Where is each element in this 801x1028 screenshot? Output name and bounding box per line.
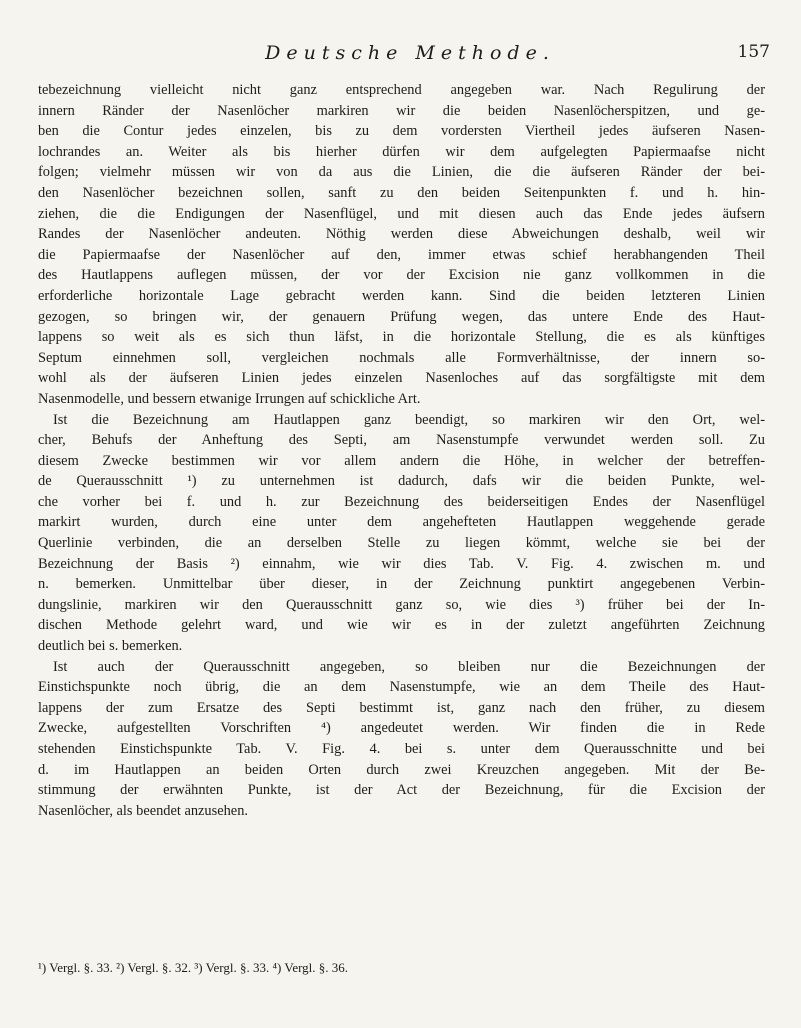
text-line: Nasenmodelle, und bessern etwanige Irrungen auf schickliche Art. xyxy=(38,390,421,407)
text-line: Bezeichnung der Basis ²) einnahm, wie wir dies Tab. V. Fig. 4. zwischen m. und xyxy=(38,555,765,572)
text-line: erforderliche horizontale Lage gebracht werden kann. Sind die beiden letzteren Linien xyxy=(38,287,765,304)
text-line: d. im Hautlappen an beiden Orten durch zwei Kreuzchen angegeben. Mit der Be- xyxy=(38,761,765,778)
text-line: ben die Contur jedes einzelen, bis zu dem vordersten Viertheil jedes äufseren Nasen- xyxy=(38,123,765,140)
text-line: Querlinie verbinden, die an derselben Stelle zu liegen kömmt, welche sie bei der xyxy=(38,535,765,552)
text-line: markirt wurden, durch eine unter dem angehefteten Hautlappen weggehende gerade xyxy=(38,514,765,531)
text-line: Septum einnehmen soll, vergleichen nochmals alle Formverhältnisse, der innern so- xyxy=(38,349,765,366)
text-line: lochrandes an. Weiter als bis hierher dürfen wir dem aufgelegten Papiermaafse nicht xyxy=(38,143,765,160)
text-line: die Papiermaafse der Nasenlöcher auf den, immer etwas schief herabhangenden Theil xyxy=(38,246,765,263)
text-line: diesem Zwecke bestimmen wir vor allem andern die Höhe, in welcher der betreffen- xyxy=(38,452,765,469)
text-line: n. bemerken. Unmittelbar über dieser, in der Zeichnung punktirt angegebenen Verbin- xyxy=(38,576,765,593)
footnotes: ¹) Vergl. §. 33. ²) Vergl. §. 32. ³) Vergl. §. 33. ⁴) Vergl. §. 36. xyxy=(38,960,349,975)
text-line: innern Ränder der Nasenlöcher markiren wir die beiden Nasenlöcherspitzen, und ge- xyxy=(38,102,765,119)
text-line: Ist auch der Querausschnitt angegeben, so bleiben nur die Bezeichnungen der xyxy=(53,658,765,675)
text-line: ziehen, die die Endigungen der Nasenflügel, und mit diesen auch das Ende jedes äufsern xyxy=(38,205,765,222)
text-line: stimmung der erwähnten Punkte, ist der Act der Bezeichnung, für die Excision der xyxy=(38,782,765,799)
running-title: Deutsche Methode. xyxy=(265,42,555,64)
text-line: deutlich bei s. bemerken. xyxy=(38,638,183,655)
paragraph xyxy=(38,80,765,410)
text-line: Zwecke, aufgestellten Vorschriften ⁴) angedeutet werden. Wir finden die in Rede xyxy=(38,720,765,737)
text-line: den Nasenlöcher bezeichnen sollen, sanft zu den beiden Seitenpunkten f. und h. hin- xyxy=(38,184,765,201)
text-line: Ist die Bezeichnung am Hautlappen ganz beendigt, so markiren wir den Ort, wel- xyxy=(53,411,765,428)
page-number: 157 xyxy=(737,42,770,62)
text-line: lappens so weit als es sich thun läfst, in die horizontale Stellung, die es als künftiges xyxy=(38,329,765,346)
text-line: cher, Behufs der Anheftung des Septi, am Nasenstumpfe verwundet werden soll. Zu xyxy=(38,432,765,449)
text-line: wohl als der äufseren Linien jedes einzelen Nasenloches auf das sorgfältigste mit dem xyxy=(38,370,765,387)
text-line: de Querausschnitt ¹) zu unternehmen ist dadurch, dafs wir die beiden Punkte, wel- xyxy=(38,473,765,490)
text-line: dungslinie, markiren wir den Querausschnitt ganz so, wie dies ³) früher bei der In- xyxy=(38,596,765,613)
text-line: des Hautlappens auflegen müssen, der vor der Excision nie ganz vollkommen in die xyxy=(38,267,765,284)
text-line: gezogen, so bringen wir, der genauern Prüfung wegen, das untere Ende des Haut- xyxy=(38,308,765,325)
text-line: Randes der Nasenlöcher andeuten. Nöthig werden diese Abweichungen deshalb, weil wir xyxy=(38,226,765,243)
text-line: che vorher bei f. und h. zur Bezeichnung des beiderseitigen Endes der Nasenflügel xyxy=(38,493,765,510)
text-line: stehenden Einstichspunkte Tab. V. Fig. 4. bei s. unter dem Querausschnitte und bei xyxy=(38,741,765,757)
text-line: Nasenlöcher, als beendet anzusehen. xyxy=(38,802,248,819)
text-line: lappens der zum Ersatze des Septi bestimmt ist, ganz nach den früher, zu diesem xyxy=(38,699,765,716)
body-text xyxy=(38,80,765,821)
text-line: dischen Methode gelehrt ward, und wie wir es in der zuletzt angeführten Zeichnung xyxy=(38,617,765,634)
text-line: Einstichspunkte noch übrig, die an dem Nasenstumpfe, wie an dem Theile des Haut- xyxy=(38,679,765,696)
text-line: folgen; vielmehr müssen wir von da aus die Linien, die die äufseren Ränder der bei- xyxy=(38,164,765,181)
text-line: tebezeichnung vielleicht nicht ganz entsprechend angegeben war. Nach Regulirung der xyxy=(38,82,765,98)
paragraph xyxy=(38,410,765,657)
page-header xyxy=(50,40,770,70)
paragraph xyxy=(38,657,765,822)
